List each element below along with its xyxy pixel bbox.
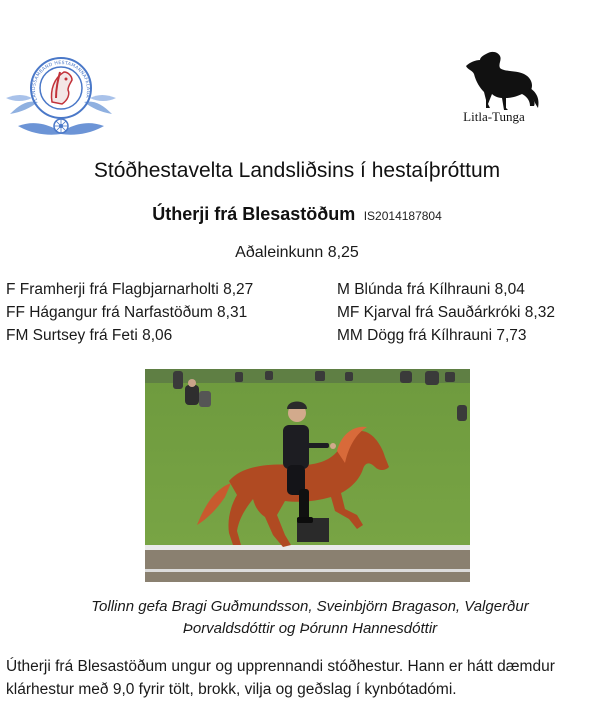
pedigree-dam-sire: MF Kjarval frá Sauðárkróki 8,32 xyxy=(337,304,555,321)
pedigree-dam-dam: MM Dögg frá Kílhrauni 7,73 xyxy=(337,327,527,344)
horse-title xyxy=(0,204,594,225)
photo-caption: Tollinn gefa Bragi Guðmundsson, Sveinbjörn Bragason, Valgerður Þorvaldsdóttir og Þórunn Hannesdóttir xyxy=(91,598,529,637)
page-heading: Stóðhestavelta Landsliðsins í hestaíþróttum xyxy=(93,159,501,182)
total-score: Aðaleinkunn 8,25 xyxy=(235,244,359,261)
rider-horse-photo xyxy=(145,369,470,582)
pedigree-table xyxy=(6,280,586,346)
litla-tunga-logo-text: Litla-Tunga xyxy=(463,109,525,124)
pedigree-sire-dam: FM Surtsey frá Feti 8,06 xyxy=(6,327,173,344)
svg-text:LANDSSAMBAND HESTAMANNAFÉLAGA: LANDSSAMBAND HESTAMANNAFÉLAGA xyxy=(31,60,91,102)
horse-id: IS2014187804 xyxy=(363,209,442,223)
pedigree-dam: M Blúnda frá Kílhrauni 8,04 xyxy=(337,281,525,298)
landssamband-emblem-icon xyxy=(4,50,118,142)
pedigree-sire: F Framherji frá Flagbjarnarholti 8,27 xyxy=(6,281,254,298)
pedigree-sire-sire: FF Hágangur frá Narfastöðum 8,31 xyxy=(6,304,248,321)
horse-description: Útherji frá Blesastöðum ungur og upprennandi stóðhestur. Hann er hátt dæmdur klárhestur með 9,0 fyrir tölt, brokk, vilja og geðslag í kynbótadómi. xyxy=(6,658,555,698)
horse-name: Útherji frá Blesastöðum xyxy=(152,204,356,224)
